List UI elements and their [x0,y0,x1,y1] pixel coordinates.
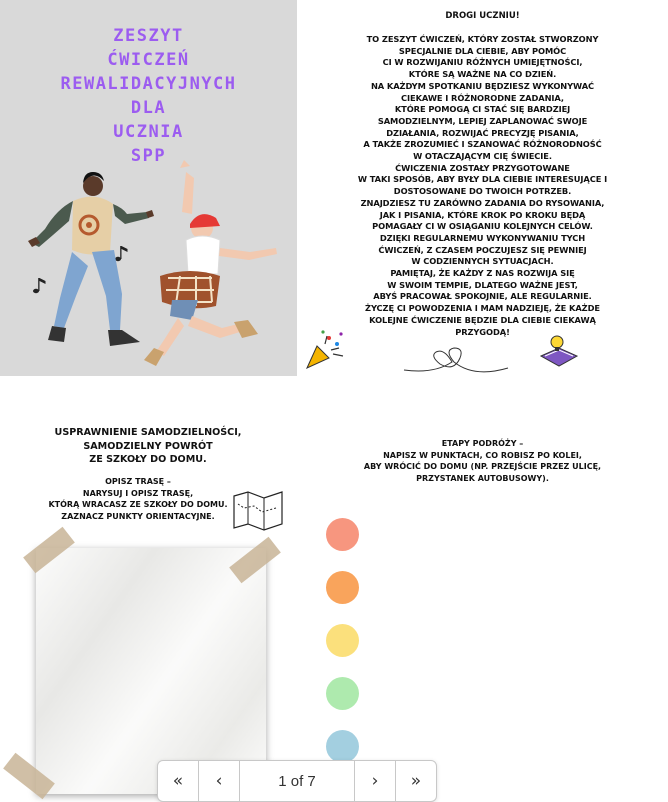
letter-line: ĆWICZENIA ZOSTAŁY PRZYGOTOWANE [395,162,570,173]
route-task-line: KTÓRĄ WRACASZ ZE SZKOŁY DO DOMU. [48,500,228,509]
route-task-line: ZAZNACZ PUNKTY ORIENTACYJNE. [61,511,215,521]
last-page-button[interactable] [395,761,436,801]
cover-title-line: UCZNIA [113,122,184,142]
letter-line: TO ZESZYT ĆWICZEŃ, KTÓRY ZOSTAŁ STWORZONY [366,34,599,44]
chevron-left-icon: ‹ [215,771,223,791]
double-chevron-right-icon: » [410,771,422,791]
route-heading-line: SAMODZIELNY POWRÓT [83,440,213,452]
route-task [8,476,268,522]
page-indicator: 1 of 7 [278,772,316,790]
route-task-line: NARYSUJ I OPISZ TRASĘ, [82,488,194,498]
music-note-icon [115,246,128,261]
letter-line: W SWOIM TEMPIE, DLATEGO WAŻNE JEST, [387,279,578,290]
stages-heading-line: ABY WRÓCIĆ DO DOMU (NP. PRZEJŚCIE PRZEZ ULICĘ, [363,462,602,471]
female-dancer [144,160,277,366]
page-navigation [157,760,437,802]
letter-line: W TAKI SPOSÓB, ABY BYŁY DLA CIEBIE INTERESUJĄCE I [357,174,608,185]
music-note-icon [33,278,46,293]
letter-line: ZNAJDZIESZ TU ZARÓWNO ZADANIA DO RYSOWANIA, [360,197,605,208]
study-book-icon [537,332,581,372]
route-task-line: OPISZ TRASĘ – [105,477,171,486]
letter-line: PAMIĘTAJ, ŻE KAŻDY Z NAS ROZWIJA SIĘ [390,268,575,279]
letter-line: SPECJALNIE DLA CIEBIE, ABY POMÓC [398,45,567,56]
letter-line: PRZYGODĄ! [455,326,510,337]
cover-title-line: SPP [130,146,167,166]
letter-body [317,34,648,338]
stage-dot [326,677,359,710]
party-popper-icon [303,328,349,372]
dancers-illustration [0,0,297,376]
letter-line: POMAGAŁY CI W OSIĄGANIU KOLEJNYCH CELÓW. [372,221,593,232]
stage-dot [326,518,359,551]
letter-line: DOSTOSOWANE DO TWOICH POTRZEB. [393,186,572,197]
stages-heading-line: ETAPY PODRÓŻY – [441,439,524,448]
letter-line: DZIĘKI REGULARNEMU WYKONYWANIU TYCH [379,232,586,243]
letter-page [297,0,668,376]
route-heading-line: ZE SZKOŁY DO DOMU. [89,454,207,465]
cover-title-line: ZESZYT [113,26,184,46]
stage-dot [326,730,359,763]
first-page-button[interactable] [158,761,199,801]
letter-line: W OTACZAJĄCYM CIĘ ŚWIECIE. [413,151,552,162]
route-page [0,390,297,802]
cover-title-line: ĆWICZEŃ [107,50,190,70]
letter-line: A TAKŻE ZROZUMIEĆ I SZANOWAĆ RÓŻNORODNOŚĆ [363,139,602,150]
stage-dot [326,571,359,604]
letter-line: CIEKAWE I RÓŻNORODNE ZADANIA, [401,92,564,103]
next-page-button[interactable] [354,761,395,801]
stages-heading-line: PRZYSTANEK AUTOBUSOWY). [416,473,549,483]
letter-line: KOLEJNE ĆWICZENIE BĘDZIE DLA CIEBIE CIEKAWĄ [369,314,596,325]
cover-title-line: REWALIDACYJNYCH [60,74,237,94]
letter-line: KTÓRE SĄ WAŻNE NA CO DZIEŃ. [408,69,557,80]
drawing-paper [36,548,266,794]
stage-dot [326,624,359,657]
letter-line: KTÓRE POMOGĄ CI STAĆ SIĘ BARDZIEJ [394,104,571,115]
letter-heading: DROGI UCZNIU! [445,11,520,21]
stages-heading-line: NAPISZ W PUNKTACH, CO ROBISZ PO KOLEI, [383,450,582,460]
letter-line: JAK I PISANIA, KTÓRE KROK PO KROKU BĘDĄ [379,209,586,220]
letter-line: W CODZIENNYCH SYTUACJACH. [411,256,554,267]
double-chevron-left-icon: « [172,771,184,791]
cover-title-line: DLA [130,98,167,118]
route-heading [8,426,288,467]
stages-page [297,390,668,802]
letter-line: ĆWICZEŃ, Z CZASEM POCZUJESZ SIĘ PEWNIEJ [378,244,587,255]
letter-line: ABYŚ PRACOWAŁ SPOKOJNIE, ALE REGULARNIE. [373,291,592,302]
letter-line: DZIAŁANIA, ROZWIJAĆ PRECYZJĘ PISANIA, [386,127,579,138]
chevron-right-icon: › [371,771,379,791]
previous-page-button[interactable] [199,761,240,801]
stages-heading [297,438,668,484]
letter-line: NA KAŻDYM SPOTKANIU BĘDZIESZ WYKONYWAĆ [370,80,595,91]
letter-line: ŻYCZĘ CI POWODZENIA I MAM NADZIEJĘ, ŻE KAŻDE [365,303,600,314]
letter-line: CI W ROZWIJANIU RÓŻNYCH UMIEJĘTNOŚCI, [382,57,583,68]
route-heading-line: USPRAWNIENIE SAMODZIELNOŚCI, [54,427,242,438]
heart-doodle-icon [402,336,512,376]
cover-page [0,0,297,376]
male-dancer [28,172,154,346]
map-icon [230,488,286,532]
letter-line: SAMODZIELNYM, LEPIEJ ZAPLANOWAĆ SWOJE [377,115,588,126]
